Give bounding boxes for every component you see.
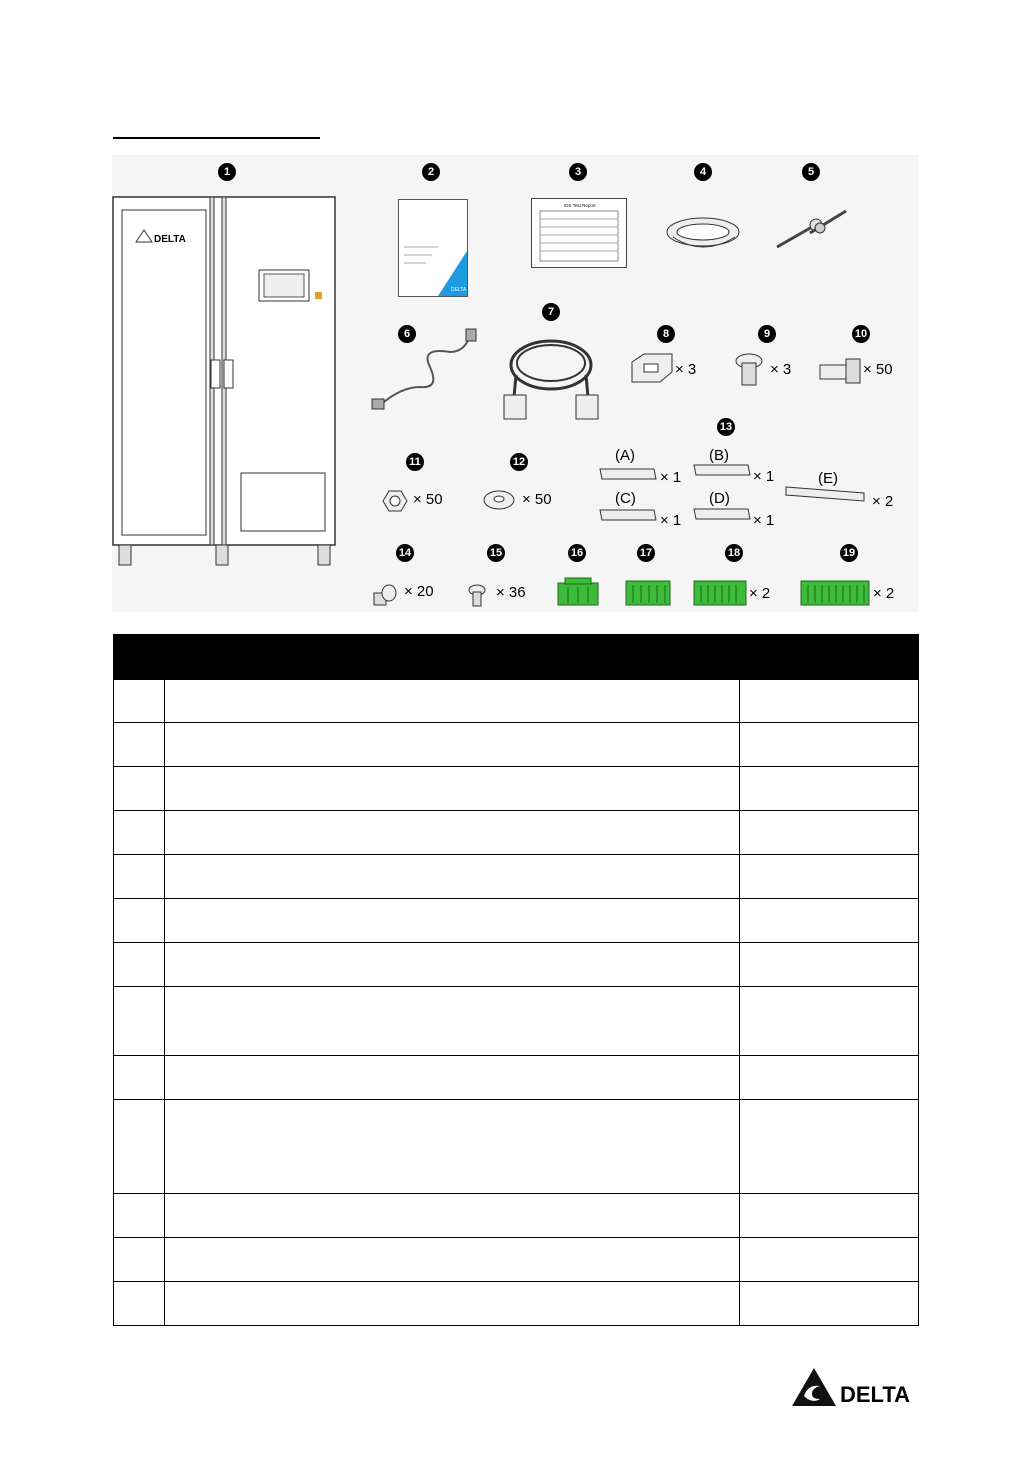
item-number-6: 6 — [398, 325, 416, 343]
item-number-12: 12 — [510, 453, 528, 471]
cabinet-logo-text: DELTA — [154, 234, 186, 245]
table-row — [114, 680, 919, 723]
qty-item-11: × 50 — [413, 491, 443, 508]
test-report-image — [531, 198, 627, 268]
usb-cable-image — [370, 327, 480, 415]
qty-bracket-e: × 2 — [872, 493, 894, 510]
item-number-1: 1 — [218, 163, 236, 181]
door-keys-image — [772, 203, 852, 253]
item-number-13: 13 — [717, 418, 735, 436]
qty-item-10: × 50 — [863, 361, 893, 378]
bracket-label-d: (D) — [709, 490, 730, 507]
table-row — [114, 1056, 919, 1100]
bracket-a-image — [598, 467, 658, 481]
cable-grommet-image — [665, 207, 743, 257]
header-cell-no — [114, 635, 165, 680]
table-row — [114, 811, 919, 855]
item-number-15: 15 — [487, 544, 505, 562]
delta-logo-text: DELTA — [840, 1382, 911, 1407]
item-number-10: 10 — [852, 325, 870, 343]
table-row — [114, 987, 919, 1056]
table-row — [114, 1100, 919, 1194]
cable-tie-mount-image — [630, 352, 674, 386]
item-number-11: 11 — [406, 453, 424, 471]
ups-cabinet-image — [112, 193, 338, 568]
table-row — [114, 1282, 919, 1326]
table-row — [114, 855, 919, 899]
terminal-bolt-image — [370, 583, 398, 609]
qty-item-15: × 36 — [496, 584, 526, 601]
bracket-d-image — [692, 507, 752, 521]
package-contents-figure — [112, 155, 919, 612]
table-row — [114, 899, 919, 943]
manual-logo-text: DELTA — [451, 287, 467, 293]
small-screw-image — [464, 583, 490, 609]
bracket-label-a: (A) — [615, 447, 635, 464]
heading-underline — [113, 137, 320, 139]
table-row — [114, 723, 919, 767]
test-report-title: IDS Test Report — [564, 203, 596, 208]
terminal-block-6p-image — [625, 575, 671, 609]
item-number-4: 4 — [694, 163, 712, 181]
header-cell-item — [164, 635, 739, 680]
qty-item-18: × 2 — [749, 585, 771, 602]
qty-item-19: × 2 — [873, 585, 895, 602]
bracket-c-image — [598, 508, 658, 522]
item-number-16: 16 — [568, 544, 586, 562]
item-number-7: 7 — [542, 303, 560, 321]
bracket-label-e: (E) — [818, 470, 838, 487]
qty-item-14: × 20 — [404, 583, 434, 600]
washer-image — [482, 489, 516, 511]
table-row — [114, 1238, 919, 1282]
table-row — [114, 767, 919, 811]
item-number-19: 19 — [840, 544, 858, 562]
terminal-block-8p-image — [693, 575, 747, 609]
item-number-18: 18 — [725, 544, 743, 562]
item-number-8: 8 — [657, 325, 675, 343]
delta-logo — [790, 1366, 920, 1408]
header-cell-quantity — [740, 635, 919, 680]
qty-bracket-c: × 1 — [660, 512, 682, 529]
terminal-block-4p-image — [557, 577, 599, 609]
bracket-label-c: (C) — [615, 490, 636, 507]
qty-item-12: × 50 — [522, 491, 552, 508]
screw-image — [816, 353, 864, 387]
user-manual-image — [398, 199, 468, 297]
item-number-9: 9 — [758, 325, 776, 343]
qty-bracket-d: × 1 — [753, 512, 775, 529]
table-row — [114, 943, 919, 987]
nut-image — [382, 489, 408, 513]
item-number-2: 2 — [422, 163, 440, 181]
serial-cable-image — [496, 325, 606, 423]
item-number-17: 17 — [637, 544, 655, 562]
terminal-block-10p-image — [800, 575, 870, 609]
qty-item-9: × 3 — [770, 361, 792, 378]
bracket-b-image — [692, 463, 752, 477]
table-row — [114, 1194, 919, 1238]
item-number-14: 14 — [396, 544, 414, 562]
item-number-3: 3 — [569, 163, 587, 181]
bolt-image — [727, 351, 767, 389]
qty-item-8: × 3 — [675, 361, 697, 378]
qty-bracket-a: × 1 — [660, 469, 682, 486]
table-header-row — [114, 635, 919, 680]
item-number-5: 5 — [802, 163, 820, 181]
package-contents-table — [113, 634, 919, 1326]
bracket-e-image — [784, 485, 868, 503]
bracket-label-b: (B) — [709, 447, 729, 464]
qty-bracket-b: × 1 — [753, 468, 775, 485]
